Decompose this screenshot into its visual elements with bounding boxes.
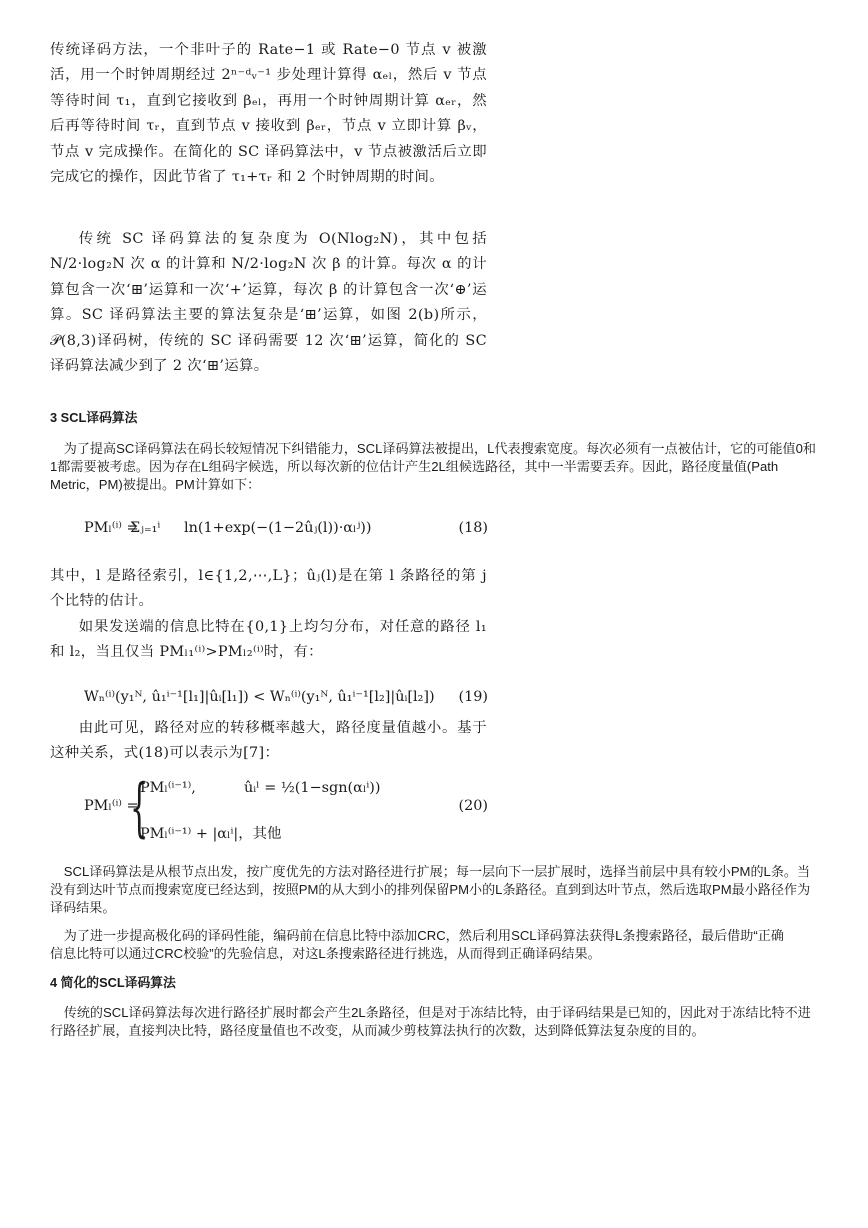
section-heading-simplified-scl: 4 简化的SCL译码算法 — [50, 975, 176, 990]
equation-20 — [84, 768, 488, 852]
eq20-brace: { — [130, 771, 149, 845]
eq19-expr: Wₙ⁽ⁱ⁾(y₁ᴺ, û₁ⁱ⁻¹[l₁]|ûᵢ[l₁]) < Wₙ⁽ⁱ⁾(y₁ᴺ, û₁ⁱ⁻¹[l₂]|ûᵢ[l₂]) — [84, 689, 435, 705]
paragraph-scl-search: SCL译码算法是从根节点出发，按广度优先的方法对路径进行扩展；每一层向下一层扩展时，选择当前层中具有较小PM的L条。当没有到达叶节点而搜索宽度已经达到，按照PM的从大到小的排列保留PM小的L条路径。直到到达叶节点，然后选取PM最小路径作为译码结果。 — [50, 864, 811, 916]
eq20-case1: PMₗ⁽ⁱ⁻¹⁾, — [140, 780, 196, 796]
equation-18 — [84, 506, 488, 558]
paragraph-path-index: 其中，l 是路径索引，l∈{1,2,⋯,L}；ûⱼ(l)是在第 l 条路径的第 j 个比特的估计。 — [50, 568, 487, 610]
paragraph-sc-timing: 传统译码方法，一个非叶子的 Rate−1 或 Rate−0 节点 v 被激活，用一个时钟周期经过 2ⁿ⁻ᵈᵥ⁻¹ 步处理计算得 αₑₗ，然后 v 节点等待时间 τ₁，直到它接收到 βₑₗ，再用一个时钟周期计算 αₑᵣ，然后再等待时间 τᵣ，直到节点 v 接收到 βₑᵣ，节点 v 立即计算 βᵥ，节点 v 完成操作。在简化的 SC 译码算法中，v 节点被激活后立即完成它的操作，因此节省了 τ₁+τᵣ 和 2 个时钟周期的时间。 — [50, 42, 487, 186]
paragraph-crc: 为了进一步提高极化码的译码性能，编码前在信息比特中添加CRC，然后利用SCL译码算法获得L条搜索路径，最后借助“正确信息比特可以通过CRC校验”的先验信息，对这L条搜索路径进行挑选，从而得到正确译码结果。 — [50, 928, 784, 962]
eq20-case2: PMₗ⁽ⁱ⁻¹⁾ + |αₗⁱ|，其他 — [140, 826, 282, 842]
eq19-number: (19) — [458, 689, 488, 705]
eq18-rhs: ln(1+exp(−(1−2ûⱼ(l))·αₗʲ)) — [184, 520, 372, 536]
eq18-number: (18) — [458, 520, 488, 536]
eq20-lhs: PMₗ⁽ⁱ⁾ = — [84, 798, 139, 814]
paragraph-transition-prob: 由此可见，路径对应的转移概率越大，路径度量值越小。基于这种关系，式(18)可以表示为[7]： — [50, 720, 487, 762]
paragraph-simplified-scl: 传统的SCL译码算法每次进行路径扩展时都会产生2L条路径，但是对于冻结比特，由于译码结果是已知的，因此对于冻结比特不进行路径扩展，直接判决比特，路径度量值也不改变，从而减少剪枝算法执行的次数，达到降低算法复杂度的目的。 — [50, 1005, 811, 1039]
eq20-cond1: ûᵢˡ = ½(1−sgn(αₗⁱ)) — [244, 780, 381, 796]
section-heading-scl: 3 SCL译码算法 — [50, 410, 138, 425]
eq18-lhs: PMₗ⁽ⁱ⁾ = — [84, 520, 139, 536]
paragraph-scl-intro: 为了提高SC译码算法在码长较短情况下纠错能力，SCL译码算法被提出，L代表搜索宽度。每次必须有一点被估计，它的可能值0和1都需要被考虑。因为存在L组码字候选，所以每次新的位估计产生2L组候选路径，其中一半需要丢弃。因此，路径度量值(Path Metric，PM)被提出。PM计算如下： — [50, 441, 816, 493]
equation-19 — [84, 683, 488, 717]
paragraph-uniform-bits: 如果发送端的信息比特在{0,1}上均匀分布，对任意的路径 l₁ 和 l₂，当且仅当 PMₗ₁⁽ⁱ⁾>PMₗ₂⁽ⁱ⁾时，有： — [50, 619, 487, 661]
eq20-number: (20) — [458, 798, 488, 814]
paragraph-sc-complexity: 传统 SC 译码算法的复杂度为 O(Nlog₂N)，其中包括 N/2·log₂N 次 α 的计算和 N/2·log₂N 次 β 的计算。每次 α 的计算包含一次‘⊞’运算和一次‘+’运算，每次 β 的计算包含一次‘⊕’运算。SC 译码算法主要的算法复杂是‘⊞’运算，如图 2(b)所示，𝒫(8,3)译码树，传统的 SC 译码需要 12 次‘⊞’运算，简化的 SC 译码算法减少到了 2 次‘⊞’运算。 — [50, 231, 487, 375]
eq18-sum: Σⱼ₌₁ⁱ — [130, 520, 161, 536]
